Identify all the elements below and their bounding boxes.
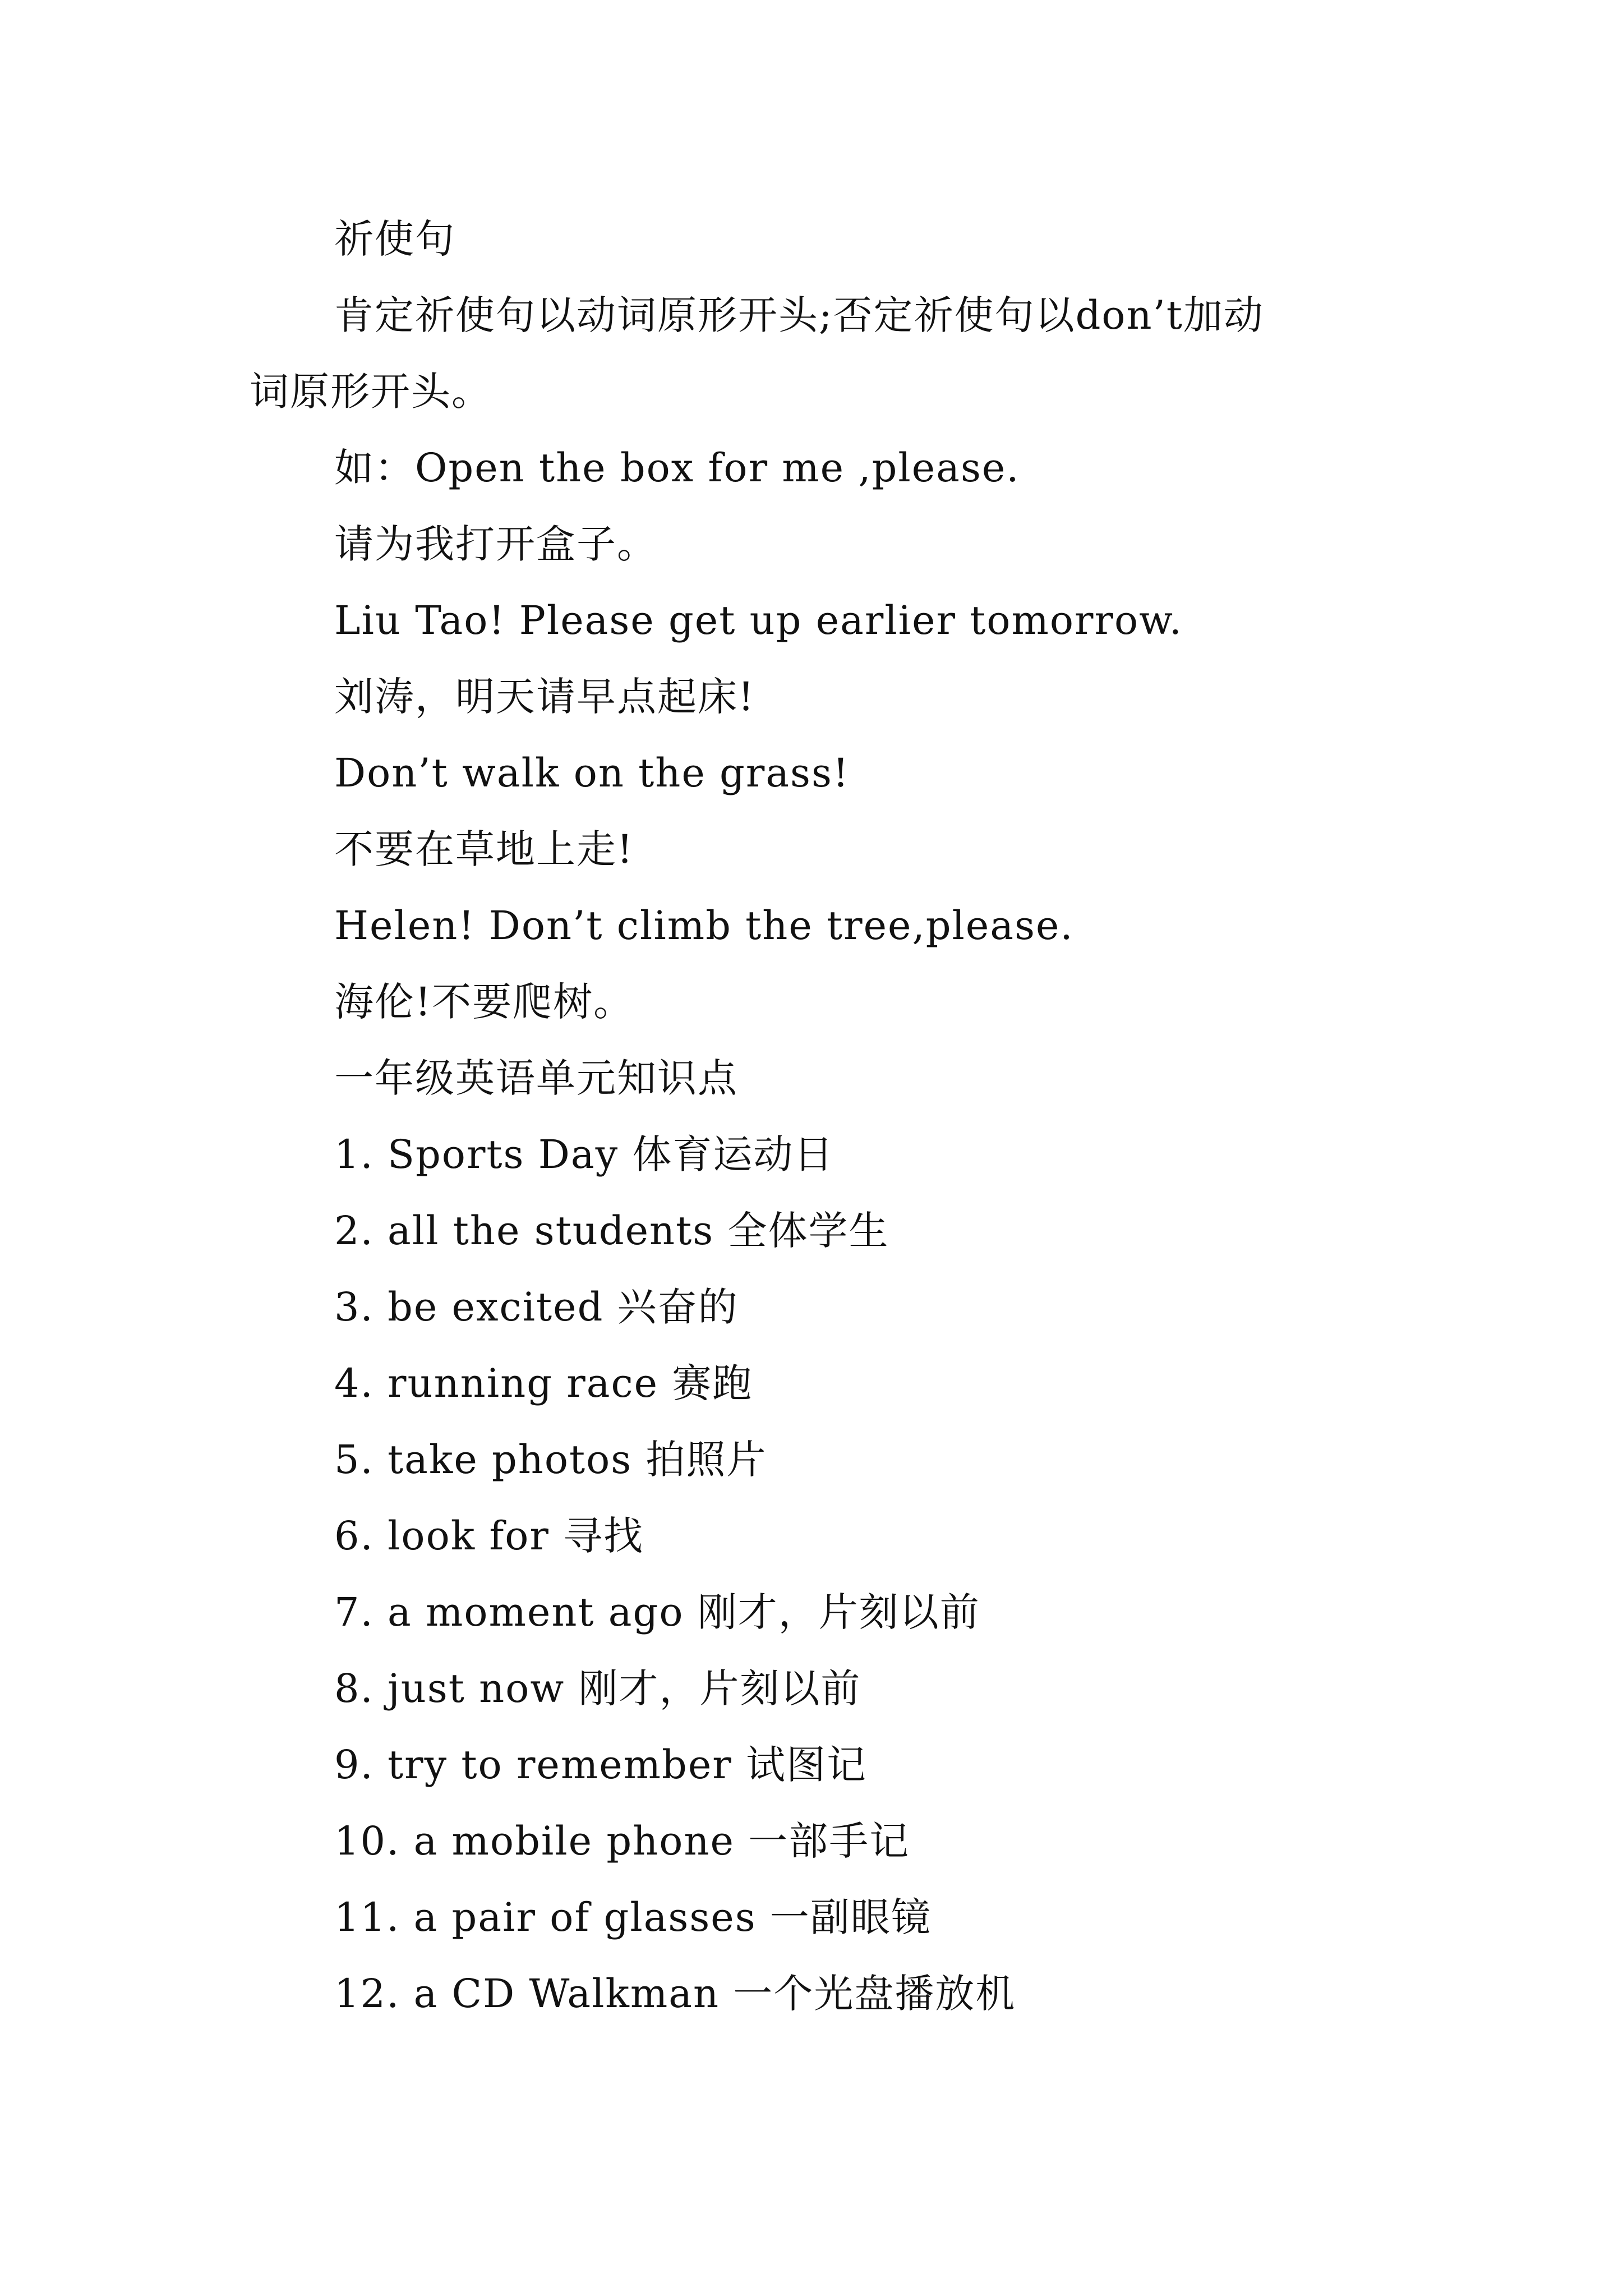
list-item: 1. Sports Day 体育运动日 xyxy=(334,1131,834,1177)
example-sentence: Helen! Don’t climb the tree,please. xyxy=(334,903,1074,949)
list-item: 2. all the students 全体学生 xyxy=(334,1208,889,1254)
list-item: 9. try to remember 试图记 xyxy=(334,1742,867,1788)
paragraph-rule-continued: 词原形开头。 xyxy=(250,369,492,415)
example-translation: 刘涛，明天请早点起床! xyxy=(334,674,755,720)
example-sentence: 如：Open the box for me ,please. xyxy=(334,445,1020,491)
example-translation: 海伦!不要爬树。 xyxy=(334,979,634,1025)
list-item: 7. a moment ago 刚才，片刻以前 xyxy=(334,1589,980,1635)
list-item: 8. just now 刚才，片刻以前 xyxy=(334,1665,861,1711)
section-heading: 一年级英语单元知识点 xyxy=(334,1055,738,1101)
paragraph-rule: 肯定祈使句以动词原形开头;否定祈使句以don’t加动 xyxy=(334,292,1264,338)
example-sentence: Don’t walk on the grass! xyxy=(334,750,850,796)
example-translation: 请为我打开盒子。 xyxy=(334,521,657,567)
list-item: 3. be excited 兴奋的 xyxy=(334,1284,739,1330)
list-item: 5. take photos 拍照片 xyxy=(334,1437,767,1483)
list-item: 4. running race 赛跑 xyxy=(334,1360,753,1406)
example-translation: 不要在草地上走! xyxy=(334,826,634,872)
list-item: 10. a mobile phone 一部手记 xyxy=(334,1818,910,1864)
list-item: 11. a pair of glasses 一副眼镜 xyxy=(334,1894,932,1940)
list-item: 6. look for 寻找 xyxy=(334,1513,644,1559)
example-sentence: Liu Tao! Please get up earlier tomorrow. xyxy=(334,597,1183,643)
heading-imperative: 祈使句 xyxy=(334,216,455,262)
list-item: 12. a CD Walkman 一个光盘播放机 xyxy=(334,1971,1016,2017)
